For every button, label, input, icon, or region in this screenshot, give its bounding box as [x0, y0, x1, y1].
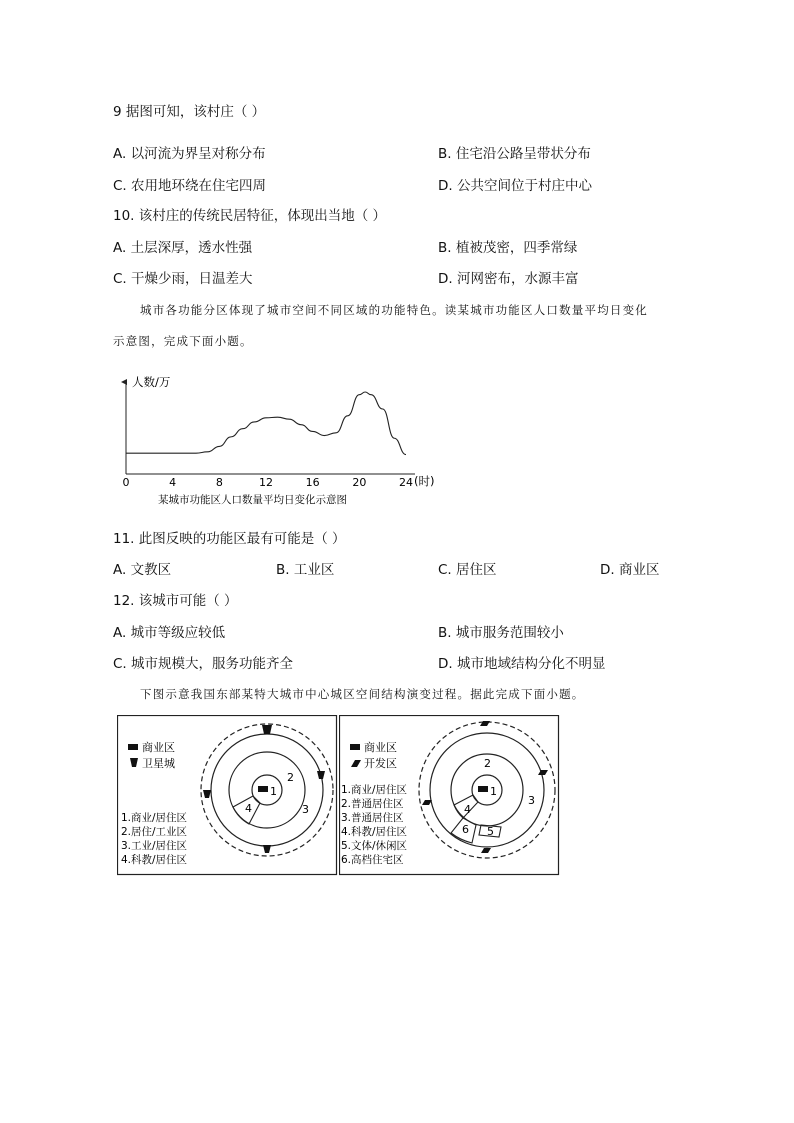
q10-option-d[interactable]: D. 河网密布，水源丰富 [438, 271, 579, 287]
x-tick-label: 4 [169, 476, 177, 489]
x-tick-label: 12 [259, 476, 273, 489]
ring-label-2: 2 [484, 757, 491, 770]
q10-option-c[interactable]: C. 干燥少雨，日温差大 [113, 271, 253, 287]
ring-label-3: 3 [302, 803, 309, 816]
legend-item-2: 2.居住/工业区 [121, 826, 188, 838]
x-axis-unit: (时) [414, 474, 435, 488]
y-axis-label: 人数/万 [132, 375, 171, 389]
passage1-line1: 城市各功能分区体现了城市空间不同区域的功能特色。读某城市功能区人口数量平均日变化 [140, 303, 648, 317]
q12-option-d[interactable]: D. 城市地域结构分化不明显 [438, 656, 606, 672]
q9-stem: 9 据图可知，该村庄（ ） [113, 104, 266, 120]
q11-option-b[interactable]: B. 工业区 [276, 562, 335, 578]
legend-item-3: 3.普通居住区 [341, 812, 404, 824]
center-commercial-icon [478, 786, 488, 792]
legend-item-6: 6.高档住宅区 [341, 854, 404, 866]
ring-label-1: 1 [490, 785, 497, 798]
ring-label-5: 5 [487, 825, 494, 838]
legend-satellite-label: 卫星城 [142, 757, 175, 770]
q9-option-d[interactable]: D. 公共空间位于村庄中心 [438, 178, 592, 194]
q12-option-b[interactable]: B. 城市服务范围较小 [438, 625, 564, 641]
q9-option-a[interactable]: A. 以河流为界呈对称分布 [113, 146, 266, 162]
ring-label-4: 4 [464, 803, 471, 816]
x-tick-label: 16 [305, 476, 320, 489]
ring-label-1: 1 [270, 785, 277, 798]
q11-option-d[interactable]: D. 商业区 [600, 562, 660, 578]
ring-label-6: 6 [462, 823, 469, 836]
legend-commercial-label: 商业区 [364, 741, 397, 754]
q12-option-a[interactable]: A. 城市等级应较低 [113, 625, 226, 641]
legend-item-1: 1.商业/居住区 [341, 784, 408, 796]
q11-option-a[interactable]: A. 文教区 [113, 562, 172, 578]
x-tick-label: 8 [215, 476, 223, 489]
q9-option-c[interactable]: C. 农用地环绕在住宅四周 [113, 178, 267, 194]
q12-stem: 12. 该城市可能（ ） [113, 593, 238, 609]
legend-dev-label: 开发区 [364, 757, 397, 770]
commercial-legend-icon [350, 744, 360, 750]
x-tick-label: 0 [122, 476, 130, 489]
q12-option-c[interactable]: C. 城市规模大，服务功能齐全 [113, 656, 294, 672]
legend-item-4: 4.科教/居住区 [121, 854, 188, 866]
x-tick-label: 24 [399, 476, 413, 489]
series-line [126, 392, 406, 455]
q9-option-b[interactable]: B. 住宅沿公路呈带状分布 [438, 146, 591, 162]
legend-item-5: 5.文体/休闲区 [341, 840, 408, 852]
passage2-line1: 下图示意我国东部某特大城市中心城区空间结构演变过程。据此完成下面小题。 [140, 687, 585, 701]
q11-stem: 11. 此图反映的功能区最有可能是（ ） [113, 531, 346, 547]
x-tick-label: 20 [352, 476, 367, 489]
chart-title: 某城市功能区人口数量平均日变化示意图 [158, 494, 347, 506]
diagram-right [339, 715, 560, 876]
legend-item-1: 1.商业/居住区 [121, 812, 188, 824]
ring-label-2: 2 [287, 771, 294, 784]
commercial-legend-icon [128, 744, 138, 750]
diagram-left [117, 715, 338, 876]
ring-label-3: 3 [528, 794, 535, 807]
legend-item-3: 3.工业/居住区 [121, 840, 188, 852]
q10-option-b[interactable]: B. 植被茂密，四季常绿 [438, 240, 578, 256]
center-commercial-icon [258, 786, 268, 792]
q10-option-a[interactable]: A. 土层深厚，透水性强 [113, 240, 253, 256]
legend-item-4: 4.科教/居住区 [341, 826, 408, 838]
ring-label-4: 4 [245, 802, 252, 815]
q11-option-c[interactable]: C. 居住区 [438, 562, 497, 578]
passage1-line2: 示意图，完成下面小题。 [113, 334, 253, 348]
q10-stem: 10. 该村庄的传统民居特征，体现出当地（ ） [113, 208, 387, 224]
population-line-chart [110, 368, 450, 510]
legend-commercial-label: 商业区 [142, 741, 175, 754]
legend-item-2: 2.普通居住区 [341, 798, 404, 810]
